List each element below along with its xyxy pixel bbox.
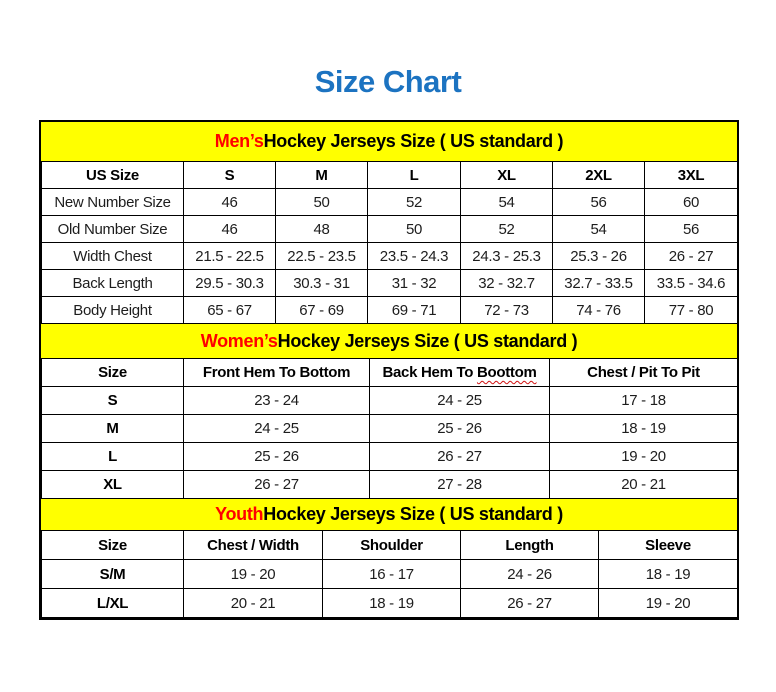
data-cell: 21.5 - 22.5 [184, 243, 276, 270]
column-header: Chest / Pit To Pit [550, 359, 738, 387]
data-cell: 20 - 21 [184, 589, 323, 618]
data-cell: 74 - 76 [553, 297, 645, 324]
column-header: US Size [42, 162, 184, 189]
column-header: 3XL [645, 162, 738, 189]
section-header-youth [41, 499, 737, 530]
data-cell: 77 - 80 [645, 297, 738, 324]
data-cell: 17 - 18 [550, 387, 738, 415]
data-cell: 20 - 21 [550, 471, 738, 499]
data-cell: 26 - 27 [184, 471, 370, 499]
column-header: Shoulder [323, 531, 461, 560]
data-cell: 24 - 25 [184, 415, 370, 443]
data-cell: 18 - 19 [599, 560, 738, 589]
table-header-row [42, 531, 738, 560]
row-label: Old Number Size [42, 216, 184, 243]
table-row [42, 270, 738, 297]
column-header: S [184, 162, 276, 189]
data-cell: 19 - 20 [599, 589, 738, 618]
section-highlight: Youth [215, 504, 264, 524]
column-header: Length [461, 531, 599, 560]
data-cell: 27 - 28 [370, 471, 550, 499]
header-text: Back Hem To [382, 364, 477, 381]
data-cell: 24.3 - 25.3 [461, 243, 553, 270]
table-header-row [42, 162, 738, 189]
row-label: Width Chest [42, 243, 184, 270]
data-cell: 60 [645, 189, 738, 216]
data-cell: 22.5 - 23.5 [276, 243, 368, 270]
data-cell: 48 [276, 216, 368, 243]
size-chart [39, 120, 739, 620]
section-highlight: Women’s [200, 330, 278, 351]
data-cell: 18 - 19 [550, 415, 738, 443]
column-header: Size [42, 359, 184, 387]
data-cell: 19 - 20 [184, 560, 323, 589]
title-area [0, 0, 776, 100]
row-label: L/XL [42, 589, 184, 618]
data-cell: 26 - 27 [645, 243, 738, 270]
table-row [42, 387, 738, 415]
table-row [42, 443, 738, 471]
table-row [42, 216, 738, 243]
data-cell: 67 - 69 [276, 297, 368, 324]
section-highlight: Men’s [214, 131, 264, 151]
data-cell: 52 [368, 189, 461, 216]
data-cell: 25.3 - 26 [553, 243, 645, 270]
mens-size-table [41, 161, 738, 324]
section-title-text: Hockey Jerseys Size ( US standard ) [277, 330, 578, 351]
row-label: Back Length [42, 270, 184, 297]
data-cell: 69 - 71 [368, 297, 461, 324]
row-label: M [42, 415, 184, 443]
data-cell: 25 - 26 [184, 443, 370, 471]
data-cell: 16 - 17 [323, 560, 461, 589]
section-title-text: Hockey Jerseys Size ( US standard ) [263, 504, 563, 524]
row-label: New Number Size [42, 189, 184, 216]
data-cell: 24 - 25 [370, 387, 550, 415]
column-header: 2XL [553, 162, 645, 189]
data-cell: 50 [368, 216, 461, 243]
data-cell: 56 [553, 189, 645, 216]
row-label: Body Height [42, 297, 184, 324]
data-cell: 56 [645, 216, 738, 243]
section-header-mens [41, 122, 737, 161]
section-header-womens [41, 324, 737, 358]
data-cell: 29.5 - 30.3 [184, 270, 276, 297]
column-header: L [368, 162, 461, 189]
data-cell: 18 - 19 [323, 589, 461, 618]
data-cell: 46 [184, 216, 276, 243]
row-label: L [42, 443, 184, 471]
data-cell: 31 - 32 [368, 270, 461, 297]
table-header-row [42, 359, 738, 387]
data-cell: 32.7 - 33.5 [553, 270, 645, 297]
data-cell: 72 - 73 [461, 297, 553, 324]
column-header: Size [42, 531, 184, 560]
data-cell: 33.5 - 34.6 [645, 270, 738, 297]
column-header: Front Hem To Bottom [184, 359, 370, 387]
data-cell: 52 [461, 216, 553, 243]
page-title: Size Chart [314, 64, 462, 99]
data-cell: 30.3 - 31 [276, 270, 368, 297]
data-cell: 54 [553, 216, 645, 243]
table-row [42, 243, 738, 270]
data-cell: 65 - 67 [184, 297, 276, 324]
data-cell: 25 - 26 [370, 415, 550, 443]
table-row [42, 589, 738, 618]
column-header [370, 359, 550, 387]
data-cell: 23 - 24 [184, 387, 370, 415]
column-header: Sleeve [599, 531, 738, 560]
row-label: S/M [42, 560, 184, 589]
data-cell: 23.5 - 24.3 [368, 243, 461, 270]
data-cell: 24 - 26 [461, 560, 599, 589]
section-title-text: Hockey Jerseys Size ( US standard ) [263, 131, 564, 151]
row-label: S [42, 387, 184, 415]
data-cell: 26 - 27 [461, 589, 599, 618]
data-cell: 54 [461, 189, 553, 216]
misspelled-word: Boottom [476, 364, 537, 381]
data-cell: 50 [276, 189, 368, 216]
column-header: XL [461, 162, 553, 189]
table-row [42, 560, 738, 589]
table-row [42, 297, 738, 324]
column-header: Chest / Width [184, 531, 323, 560]
data-cell: 26 - 27 [370, 443, 550, 471]
youth-size-table [41, 530, 738, 618]
column-header: M [276, 162, 368, 189]
womens-size-table [41, 358, 738, 499]
table-row [42, 471, 738, 499]
data-cell: 46 [184, 189, 276, 216]
table-row [42, 415, 738, 443]
data-cell: 19 - 20 [550, 443, 738, 471]
table-row [42, 189, 738, 216]
data-cell: 32 - 32.7 [461, 270, 553, 297]
row-label: XL [42, 471, 184, 499]
